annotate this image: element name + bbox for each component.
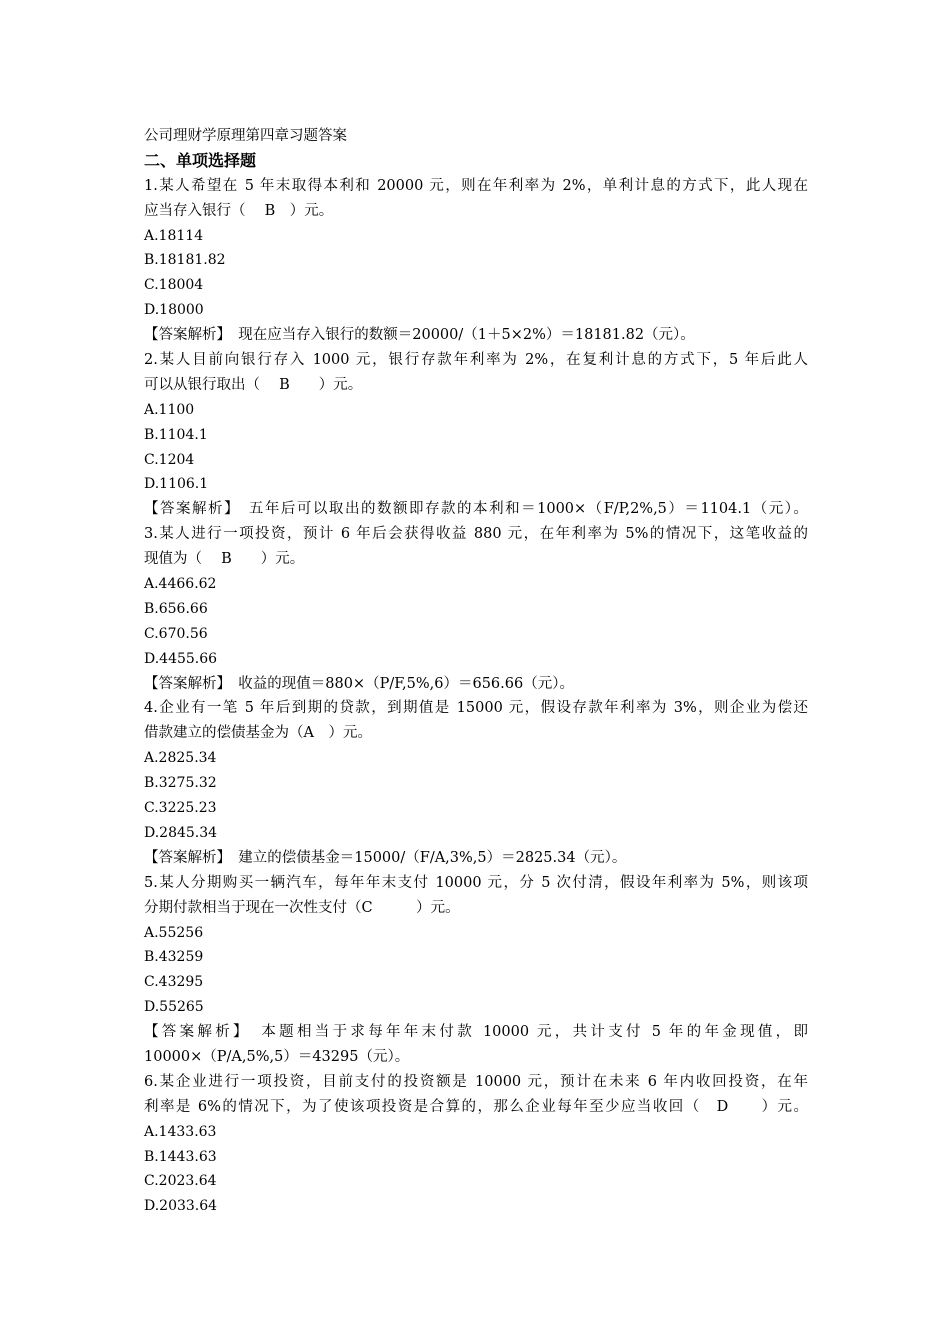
option-c: C.18004 [144, 277, 204, 294]
option-d: D.55265 [144, 999, 204, 1016]
option-b: B.3275.32 [144, 775, 217, 792]
answer-analysis: 10000×（P/A,5%,5）＝43295（元）。 [144, 1048, 410, 1065]
question-stem-line: 现值为（ B ）元。 [144, 551, 305, 568]
answer-analysis: 【答案解析】 五年后可以取出的数额即存款的本利和＝1000×（F/P,2%,5）＝1104.1（元）。 [144, 501, 808, 518]
section-heading: 二、单项选择题 [144, 150, 257, 170]
option-d: D.1106.1 [144, 476, 209, 493]
question-stem-line: 6.某企业进行一项投资，目前支付的投资额是 10000 元，预计在未来 6 年内收回投资，在年 [144, 1073, 808, 1090]
answer-analysis: 【答案解析】 现在应当存入银行的数额＝20000/（1＋5×2%）＝18181.82（元）。 [144, 327, 695, 344]
option-a: A.2825.34 [144, 750, 217, 767]
question-stem-line: 5.某人分期购买一辆汽车，每年年末支付 10000 元，分 5 次付清，假设年利率为 5%，则该项 [144, 874, 808, 891]
question-stem-line: 借款建立的偿债基金为（A ）元。 [144, 725, 372, 742]
question-stem-line: 利率是 6%的情况下，为了使该项投资是合算的，那么企业每年至少应当收回（ D ）元。 [144, 1098, 808, 1115]
option-b: B.1443.63 [144, 1148, 217, 1165]
question-stem-line: 1.某人希望在 5 年末取得本利和 20000 元，则在年利率为 2%，单利计息的方式下，此人现在 [144, 177, 808, 194]
question-1 [144, 174, 808, 348]
option-d: D.2845.34 [144, 824, 218, 841]
option-a: A.4466.62 [144, 576, 217, 593]
option-b: B.18181.82 [144, 252, 226, 269]
option-c: C.43295 [144, 974, 204, 991]
question-4 [144, 696, 808, 870]
option-a: A.1100 [144, 401, 195, 418]
option-c: C.3225.23 [144, 800, 217, 817]
answer-analysis: 【答案解析】 建立的偿债基金＝15000/（F/A,3%,5）＝2825.34（元）。 [144, 849, 627, 866]
option-d: D.4455.66 [144, 650, 218, 667]
document-title: 公司理财学原理第四章习题答案 [144, 128, 347, 144]
option-c: C.1204 [144, 451, 195, 468]
question-stem-line: 3.某人进行一项投资，预计 6 年后会获得收益 880 元，在年利率为 5%的情况下，这笔收益的 [144, 526, 808, 543]
document-page [144, 124, 808, 1219]
question-stem-line: 4.企业有一笔 5 年后到期的贷款，到期值是 15000 元，假设存款年利率为 3%，则企业为偿还 [144, 700, 808, 717]
question-stem-line: 2.某人目前向银行存入 1000 元，银行存款年利率为 2%，在复利计息的方式下，5 年后此人 [144, 352, 808, 369]
question-stem-line: 可以从银行取出（ B ）元。 [144, 376, 363, 393]
question-stem-line: 分期付款相当于现在一次性支付（C ）元。 [144, 899, 460, 916]
option-a: A.18114 [144, 227, 204, 244]
option-b: B.43259 [144, 949, 204, 966]
option-c: C.670.56 [144, 625, 208, 642]
option-c: C.2023.64 [144, 1173, 217, 1190]
answer-analysis: 【答案解析】 本题相当于求每年年末付款 10000 元，共计支付 5 年的年金现值，即 [144, 1024, 808, 1041]
option-d: D.2033.64 [144, 1198, 218, 1215]
question-6 [144, 1070, 808, 1219]
question-stem-line: 应当存入银行（ B ）元。 [144, 202, 334, 219]
option-b: B.656.66 [144, 600, 208, 617]
answer-analysis: 【答案解析】 收益的现值＝880×（P/F,5%,6）＝656.66（元）。 [144, 675, 574, 692]
question-5 [144, 871, 808, 1070]
question-2 [144, 348, 808, 522]
option-b: B.1104.1 [144, 426, 208, 443]
option-d: D.18000 [144, 302, 204, 319]
question-3 [144, 522, 808, 696]
option-a: A.1433.63 [144, 1123, 217, 1140]
option-a: A.55256 [144, 924, 204, 941]
